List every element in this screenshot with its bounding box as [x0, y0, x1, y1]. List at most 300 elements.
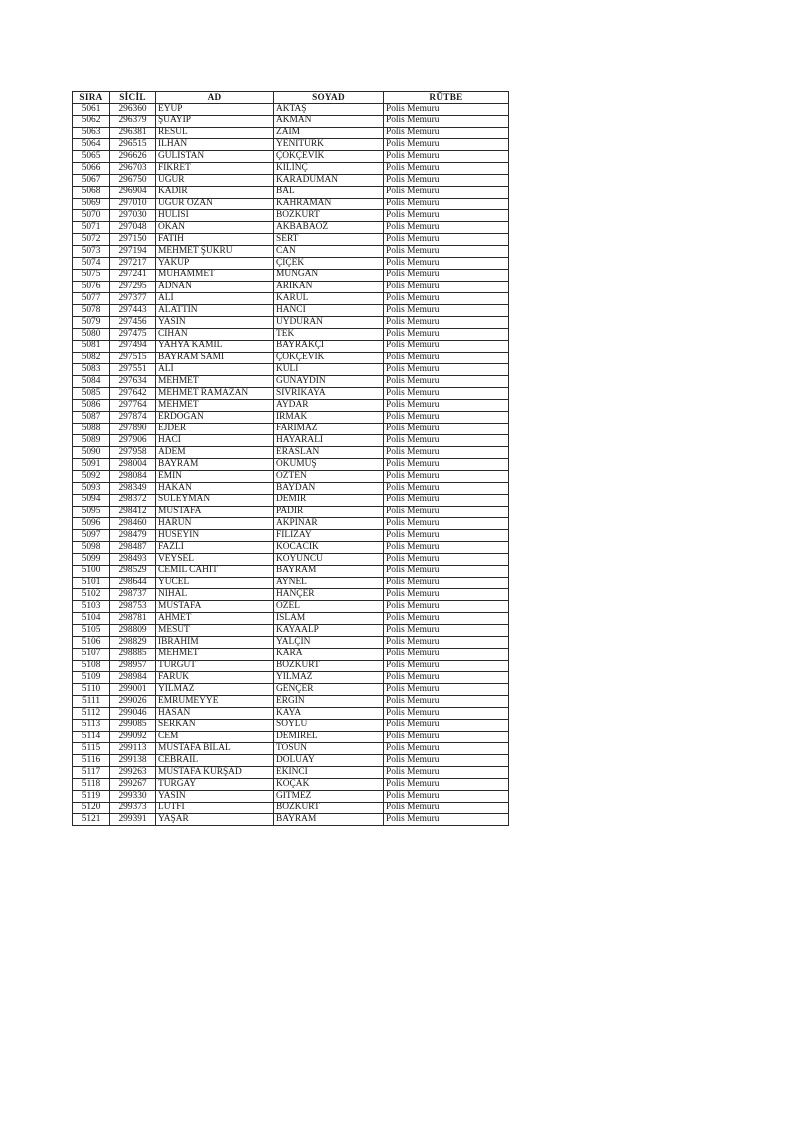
sicil-cell: 298479	[110, 530, 156, 542]
header-sicil: SİCİL	[110, 92, 156, 104]
sira-cell: 5115	[73, 743, 110, 755]
table-row	[73, 447, 509, 459]
soyad-cell: HANÇER	[274, 589, 384, 601]
soyad-cell: BAYRAKÇI	[274, 340, 384, 352]
sicil-cell: 298957	[110, 660, 156, 672]
table-row	[73, 364, 509, 376]
rutbe-cell: Polis Memuru	[384, 636, 509, 648]
table-row	[73, 328, 509, 340]
soyad-cell: ZAIM	[274, 127, 384, 139]
rutbe-cell: Polis Memuru	[384, 257, 509, 269]
rutbe-cell: Polis Memuru	[384, 352, 509, 364]
ad-cell: TURGAY	[156, 778, 274, 790]
table-row	[73, 269, 509, 281]
sicil-cell: 297377	[110, 293, 156, 305]
ad-cell: HÜSEYİN	[156, 530, 274, 542]
rutbe-cell: Polis Memuru	[384, 790, 509, 802]
soyad-cell: BOZKURT	[274, 802, 384, 814]
ad-cell: ALİ	[156, 293, 274, 305]
ad-cell: YAHYA KAMİL	[156, 340, 274, 352]
ad-cell: ALATTİN	[156, 305, 274, 317]
soyad-cell: IRMAK	[274, 411, 384, 423]
ad-cell: HAKAN	[156, 482, 274, 494]
ad-cell: ADEM	[156, 447, 274, 459]
soyad-cell: YALÇIN	[274, 636, 384, 648]
table-row	[73, 814, 509, 826]
sicil-cell: 297150	[110, 234, 156, 246]
sicil-cell: 298487	[110, 542, 156, 554]
rutbe-cell: Polis Memuru	[384, 755, 509, 767]
soyad-cell: KOCACIK	[274, 542, 384, 554]
sira-cell: 5101	[73, 577, 110, 589]
sira-cell: 5102	[73, 589, 110, 601]
sicil-cell: 299263	[110, 767, 156, 779]
table-row	[73, 317, 509, 329]
table-row	[73, 506, 509, 518]
ad-cell: UĞUR OZAN	[156, 198, 274, 210]
sira-cell: 5070	[73, 210, 110, 222]
sicil-cell: 296626	[110, 151, 156, 163]
table-row	[73, 790, 509, 802]
sira-cell: 5104	[73, 613, 110, 625]
rutbe-cell: Polis Memuru	[384, 198, 509, 210]
sicil-cell: 298829	[110, 636, 156, 648]
ad-cell: MEHMET	[156, 376, 274, 388]
ad-cell: MESUT	[156, 624, 274, 636]
soyad-cell: SOYLU	[274, 719, 384, 731]
soyad-cell: BAYRAM	[274, 565, 384, 577]
sira-cell: 5111	[73, 696, 110, 708]
sira-cell: 5099	[73, 553, 110, 565]
table-row	[73, 305, 509, 317]
sicil-cell: 297194	[110, 245, 156, 257]
sicil-cell: 299001	[110, 684, 156, 696]
sira-cell: 5067	[73, 174, 110, 186]
sicil-cell: 296750	[110, 174, 156, 186]
sira-cell: 5097	[73, 530, 110, 542]
sira-cell: 5064	[73, 139, 110, 151]
sira-cell: 5107	[73, 648, 110, 660]
rutbe-cell: Polis Memuru	[384, 553, 509, 565]
ad-cell: MEHMET RAMAZAN	[156, 388, 274, 400]
sicil-cell: 298412	[110, 506, 156, 518]
rutbe-cell: Polis Memuru	[384, 328, 509, 340]
table-row	[73, 494, 509, 506]
sira-cell: 5098	[73, 542, 110, 554]
sicil-cell: 298372	[110, 494, 156, 506]
soyad-cell: AKMAN	[274, 115, 384, 127]
sira-cell: 5103	[73, 601, 110, 613]
rutbe-cell: Polis Memuru	[384, 364, 509, 376]
ad-cell: FATİH	[156, 234, 274, 246]
soyad-cell: KAHRAMAN	[274, 198, 384, 210]
sira-cell: 5118	[73, 778, 110, 790]
soyad-cell: PADIR	[274, 506, 384, 518]
table-row	[73, 234, 509, 246]
sicil-cell: 299026	[110, 696, 156, 708]
sira-cell: 5073	[73, 245, 110, 257]
soyad-cell: AKBABAÖZ	[274, 222, 384, 234]
table-row	[73, 767, 509, 779]
header-soyad: SOYAD	[274, 92, 384, 104]
rutbe-cell: Polis Memuru	[384, 778, 509, 790]
soyad-cell: BAL	[274, 186, 384, 198]
sira-cell: 5105	[73, 624, 110, 636]
soyad-cell: ÖZTEN	[274, 471, 384, 483]
sicil-cell: 297515	[110, 352, 156, 364]
soyad-cell: AYNEL	[274, 577, 384, 589]
soyad-cell: KARADUMAN	[274, 174, 384, 186]
ad-cell: YASİN	[156, 317, 274, 329]
soyad-cell: HANCI	[274, 305, 384, 317]
sicil-cell: 296360	[110, 103, 156, 115]
table-row	[73, 684, 509, 696]
table-row	[73, 103, 509, 115]
ad-cell: MEHMET	[156, 648, 274, 660]
sicil-cell: 297456	[110, 317, 156, 329]
sira-cell: 5088	[73, 423, 110, 435]
soyad-cell: BOZKURT	[274, 210, 384, 222]
sira-cell: 5071	[73, 222, 110, 234]
table-row	[73, 577, 509, 589]
rutbe-cell: Polis Memuru	[384, 245, 509, 257]
rutbe-cell: Polis Memuru	[384, 518, 509, 530]
ad-cell: EJDER	[156, 423, 274, 435]
rutbe-cell: Polis Memuru	[384, 802, 509, 814]
table-row	[73, 530, 509, 542]
ad-cell: CEBRAİL	[156, 755, 274, 767]
ad-cell: YAŞAR	[156, 814, 274, 826]
sicil-cell: 298493	[110, 553, 156, 565]
sicil-cell: 297906	[110, 435, 156, 447]
rutbe-cell: Polis Memuru	[384, 814, 509, 826]
ad-cell: İLHAN	[156, 139, 274, 151]
ad-cell: BAYRAM	[156, 459, 274, 471]
sicil-cell: 297642	[110, 388, 156, 400]
rutbe-cell: Polis Memuru	[384, 624, 509, 636]
ad-cell: YILMAZ	[156, 684, 274, 696]
sira-cell: 5084	[73, 376, 110, 388]
ad-cell: CEMİL CAHİT	[156, 565, 274, 577]
soyad-cell: GENÇER	[274, 684, 384, 696]
sira-cell: 5061	[73, 103, 110, 115]
ad-cell: EMRÜMEYYE	[156, 696, 274, 708]
soyad-cell: BOZKURT	[274, 660, 384, 672]
sira-cell: 5069	[73, 198, 110, 210]
rutbe-cell: Polis Memuru	[384, 494, 509, 506]
table-row	[73, 388, 509, 400]
ad-cell: İBRAHİM	[156, 636, 274, 648]
rutbe-cell: Polis Memuru	[384, 127, 509, 139]
sira-cell: 5072	[73, 234, 110, 246]
soyad-cell: GÜNAYDIN	[274, 376, 384, 388]
soyad-cell: KARUL	[274, 293, 384, 305]
rutbe-cell: Polis Memuru	[384, 482, 509, 494]
soyad-cell: BAYRAM	[274, 814, 384, 826]
sira-cell: 5093	[73, 482, 110, 494]
sicil-cell: 297874	[110, 411, 156, 423]
soyad-cell: KOYUNCU	[274, 553, 384, 565]
soyad-cell: SİVRİKAYA	[274, 388, 384, 400]
personnel-table	[72, 91, 509, 826]
table-row	[73, 743, 509, 755]
table-row	[73, 186, 509, 198]
table-row	[73, 163, 509, 175]
table-row	[73, 151, 509, 163]
ad-cell: MUHAMMET	[156, 269, 274, 281]
rutbe-cell: Polis Memuru	[384, 672, 509, 684]
ad-cell: YASİN	[156, 790, 274, 802]
table-row	[73, 423, 509, 435]
ad-cell: KADİR	[156, 186, 274, 198]
sicil-cell: 298004	[110, 459, 156, 471]
ad-cell: EMİN	[156, 471, 274, 483]
sira-cell: 5081	[73, 340, 110, 352]
rutbe-cell: Polis Memuru	[384, 707, 509, 719]
ad-cell: MEHMET ŞÜKRÜ	[156, 245, 274, 257]
sicil-cell: 296381	[110, 127, 156, 139]
ad-cell: VEYSEL	[156, 553, 274, 565]
sicil-cell: 299330	[110, 790, 156, 802]
sicil-cell: 298460	[110, 518, 156, 530]
sicil-cell: 297030	[110, 210, 156, 222]
table-row	[73, 636, 509, 648]
rutbe-cell: Polis Memuru	[384, 305, 509, 317]
soyad-cell: BAYDAN	[274, 482, 384, 494]
ad-cell: HASAN	[156, 707, 274, 719]
ad-cell: MUSTAFA	[156, 601, 274, 613]
soyad-cell: ÇİÇEK	[274, 257, 384, 269]
sicil-cell: 298737	[110, 589, 156, 601]
table-row	[73, 174, 509, 186]
sira-cell: 5089	[73, 435, 110, 447]
sira-cell: 5092	[73, 471, 110, 483]
sicil-cell: 299092	[110, 731, 156, 743]
table-row	[73, 553, 509, 565]
ad-cell: ŞUAYIP	[156, 115, 274, 127]
table-row	[73, 435, 509, 447]
soyad-cell: EKİNCİ	[274, 767, 384, 779]
sicil-cell: 298809	[110, 624, 156, 636]
sicil-cell: 297475	[110, 328, 156, 340]
ad-cell: OKAN	[156, 222, 274, 234]
rutbe-cell: Polis Memuru	[384, 696, 509, 708]
sicil-cell: 299267	[110, 778, 156, 790]
sira-cell: 5079	[73, 317, 110, 329]
rutbe-cell: Polis Memuru	[384, 399, 509, 411]
rutbe-cell: Polis Memuru	[384, 151, 509, 163]
sira-cell: 5110	[73, 684, 110, 696]
table-row	[73, 731, 509, 743]
rutbe-cell: Polis Memuru	[384, 719, 509, 731]
ad-cell: MUSTAFA KÜRŞAD	[156, 767, 274, 779]
table-header-row	[73, 92, 509, 104]
sira-cell: 5106	[73, 636, 110, 648]
ad-cell: MUSTAFA BİLAL	[156, 743, 274, 755]
table-row	[73, 565, 509, 577]
ad-cell: HULİSİ	[156, 210, 274, 222]
sira-cell: 5113	[73, 719, 110, 731]
ad-cell: HACI	[156, 435, 274, 447]
soyad-cell: ÇOKÇEVİK	[274, 352, 384, 364]
soyad-cell: DOLUAY	[274, 755, 384, 767]
rutbe-cell: Polis Memuru	[384, 174, 509, 186]
sira-cell: 5083	[73, 364, 110, 376]
soyad-cell: GİTMEZ	[274, 790, 384, 802]
table-row	[73, 257, 509, 269]
soyad-cell: CAN	[274, 245, 384, 257]
table-body	[73, 103, 509, 825]
sira-cell: 5117	[73, 767, 110, 779]
soyad-cell: SERT	[274, 234, 384, 246]
table-row	[73, 707, 509, 719]
sicil-cell: 296515	[110, 139, 156, 151]
sicil-cell: 297295	[110, 281, 156, 293]
rutbe-cell: Polis Memuru	[384, 530, 509, 542]
table-row	[73, 672, 509, 684]
sira-cell: 5068	[73, 186, 110, 198]
soyad-cell: DEMİREL	[274, 731, 384, 743]
rutbe-cell: Polis Memuru	[384, 423, 509, 435]
sira-cell: 5076	[73, 281, 110, 293]
table-row	[73, 352, 509, 364]
rutbe-cell: Polis Memuru	[384, 435, 509, 447]
sicil-cell: 298885	[110, 648, 156, 660]
table-row	[73, 613, 509, 625]
sicil-cell: 297551	[110, 364, 156, 376]
rutbe-cell: Polis Memuru	[384, 234, 509, 246]
sira-cell: 5091	[73, 459, 110, 471]
soyad-cell: AYDAR	[274, 399, 384, 411]
header-rutbe: RÜTBE	[384, 92, 509, 104]
ad-cell: LÜTFİ	[156, 802, 274, 814]
soyad-cell: KAYA	[274, 707, 384, 719]
sicil-cell: 297890	[110, 423, 156, 435]
sira-cell: 5108	[73, 660, 110, 672]
sira-cell: 5085	[73, 388, 110, 400]
ad-cell: EYUP	[156, 103, 274, 115]
table-row	[73, 542, 509, 554]
rutbe-cell: Polis Memuru	[384, 660, 509, 672]
sira-cell: 5116	[73, 755, 110, 767]
sira-cell: 5075	[73, 269, 110, 281]
sira-cell: 5112	[73, 707, 110, 719]
soyad-cell: ÇOKÇEVİK	[274, 151, 384, 163]
soyad-cell: ARIKAN	[274, 281, 384, 293]
soyad-cell: DEMİR	[274, 494, 384, 506]
sira-cell: 5119	[73, 790, 110, 802]
sicil-cell: 299138	[110, 755, 156, 767]
table-row	[73, 340, 509, 352]
table-row	[73, 210, 509, 222]
table-row	[73, 281, 509, 293]
ad-cell: MEHMET	[156, 399, 274, 411]
rutbe-cell: Polis Memuru	[384, 163, 509, 175]
table-row	[73, 293, 509, 305]
sicil-cell: 297217	[110, 257, 156, 269]
ad-cell: SERKAN	[156, 719, 274, 731]
rutbe-cell: Polis Memuru	[384, 411, 509, 423]
table-row	[73, 589, 509, 601]
rutbe-cell: Polis Memuru	[384, 210, 509, 222]
table-row	[73, 778, 509, 790]
rutbe-cell: Polis Memuru	[384, 613, 509, 625]
rutbe-cell: Polis Memuru	[384, 459, 509, 471]
soyad-cell: OKUMUŞ	[274, 459, 384, 471]
sira-cell: 5090	[73, 447, 110, 459]
ad-cell: RESUL	[156, 127, 274, 139]
soyad-cell: KARA	[274, 648, 384, 660]
sira-cell: 5121	[73, 814, 110, 826]
soyad-cell: KILINÇ	[274, 163, 384, 175]
soyad-cell: İSLAM	[274, 613, 384, 625]
ad-cell: CEM	[156, 731, 274, 743]
table-row	[73, 755, 509, 767]
sicil-cell: 299113	[110, 743, 156, 755]
sicil-cell: 296904	[110, 186, 156, 198]
rutbe-cell: Polis Memuru	[384, 139, 509, 151]
sira-cell: 5095	[73, 506, 110, 518]
soyad-cell: YENİTÜRK	[274, 139, 384, 151]
sicil-cell: 296703	[110, 163, 156, 175]
table-row	[73, 411, 509, 423]
sicil-cell: 297634	[110, 376, 156, 388]
table-row	[73, 139, 509, 151]
table-row	[73, 660, 509, 672]
ad-cell: NİHAL	[156, 589, 274, 601]
sira-cell: 5086	[73, 399, 110, 411]
ad-cell: UĞUR	[156, 174, 274, 186]
table-row	[73, 719, 509, 731]
sira-cell: 5120	[73, 802, 110, 814]
sira-cell: 5100	[73, 565, 110, 577]
soyad-cell: AKPINAR	[274, 518, 384, 530]
header-sira: SIRA	[73, 92, 110, 104]
ad-cell: YÜCEL	[156, 577, 274, 589]
ad-cell: GÜLİSTAN	[156, 151, 274, 163]
sira-cell: 5066	[73, 163, 110, 175]
ad-cell: HARUN	[156, 518, 274, 530]
sicil-cell: 297958	[110, 447, 156, 459]
table-row	[73, 459, 509, 471]
rutbe-cell: Polis Memuru	[384, 222, 509, 234]
header-ad: AD	[156, 92, 274, 104]
soyad-cell: KAYAALP	[274, 624, 384, 636]
soyad-cell: KULİ	[274, 364, 384, 376]
ad-cell: BAYRAM SAMİ	[156, 352, 274, 364]
sicil-cell: 296379	[110, 115, 156, 127]
rutbe-cell: Polis Memuru	[384, 269, 509, 281]
soyad-cell: FARIMAZ	[274, 423, 384, 435]
soyad-cell: UYDURAN	[274, 317, 384, 329]
soyad-cell: KOÇAK	[274, 778, 384, 790]
sira-cell: 5077	[73, 293, 110, 305]
rutbe-cell: Polis Memuru	[384, 281, 509, 293]
sicil-cell: 297443	[110, 305, 156, 317]
sira-cell: 5087	[73, 411, 110, 423]
sira-cell: 5109	[73, 672, 110, 684]
sira-cell: 5080	[73, 328, 110, 340]
rutbe-cell: Polis Memuru	[384, 103, 509, 115]
ad-cell: FİKRET	[156, 163, 274, 175]
table-row	[73, 376, 509, 388]
table-row	[73, 696, 509, 708]
ad-cell: AHMET	[156, 613, 274, 625]
table-row	[73, 518, 509, 530]
ad-cell: CİHAN	[156, 328, 274, 340]
sira-cell: 5082	[73, 352, 110, 364]
table-row	[73, 601, 509, 613]
